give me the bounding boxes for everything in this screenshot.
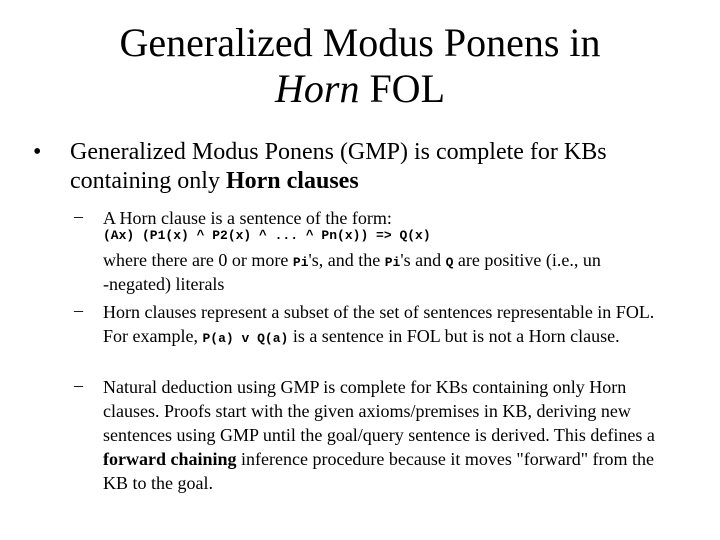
sub1-where-line [103, 248, 703, 275]
sub-bullet-dash-1: – [74, 206, 83, 226]
sub2-text [103, 300, 668, 351]
sub-bullet-dash-2: – [74, 300, 83, 320]
sub1-pi-1: Pi [292, 255, 309, 270]
main-bullet-plain: Generalized Modus Ponens (GMP) is complete for KBs containing only [70, 139, 607, 194]
sub2-b: is a sentence in FOL but is not a Horn clause. [288, 326, 620, 346]
sub-bullet-dash-3: – [74, 375, 83, 395]
sub3-text [103, 375, 678, 495]
slide-title-line2 [0, 66, 720, 112]
sub1-intro: A Horn clause is a sentence of the form: [103, 208, 392, 228]
sub2-a: Horn clauses represent a subset of the set of sentences representable in FOL. For example, [103, 302, 655, 346]
sub1-pi-2: Pi [384, 255, 401, 270]
slide-title-line1: Generalized Modus Ponens in [119, 20, 601, 65]
sub1-q: Q [445, 255, 454, 270]
sub2-formula: P(a) v Q(a) [202, 331, 289, 346]
sub1-where-c: 's and [400, 250, 446, 270]
sub1-line2: -negated) literals [103, 274, 225, 294]
sub1-formula: (Ax) (P1(x) ^ P2(x) ^ ... ^ Pn(x)) => Q(x) [103, 228, 431, 243]
main-bullet-symbol: • [33, 139, 42, 165]
title-horn-italic: Horn [274, 66, 360, 111]
sub3-bold: forward chaining [103, 449, 237, 469]
main-bullet-bold: Horn clauses [225, 168, 359, 194]
sub3-a: Natural deduction using GMP is complete for KBs containing only Horn clauses. Proofs start with the given axioms/premises in KB, deriving new sentences using GMP until the goal/query sentence is derived. This defines a [103, 377, 655, 445]
sub3-b: inference procedure because it moves "forward" from the KB to the goal. [103, 449, 655, 493]
sub1-where-a: where there are 0 or more [103, 250, 293, 270]
sub1-where-b: 's, and the [308, 250, 385, 270]
main-bullet-text [70, 138, 690, 196]
sub1-where-d: are positive (i.e., un [453, 250, 601, 270]
title-fol: FOL [359, 66, 446, 111]
